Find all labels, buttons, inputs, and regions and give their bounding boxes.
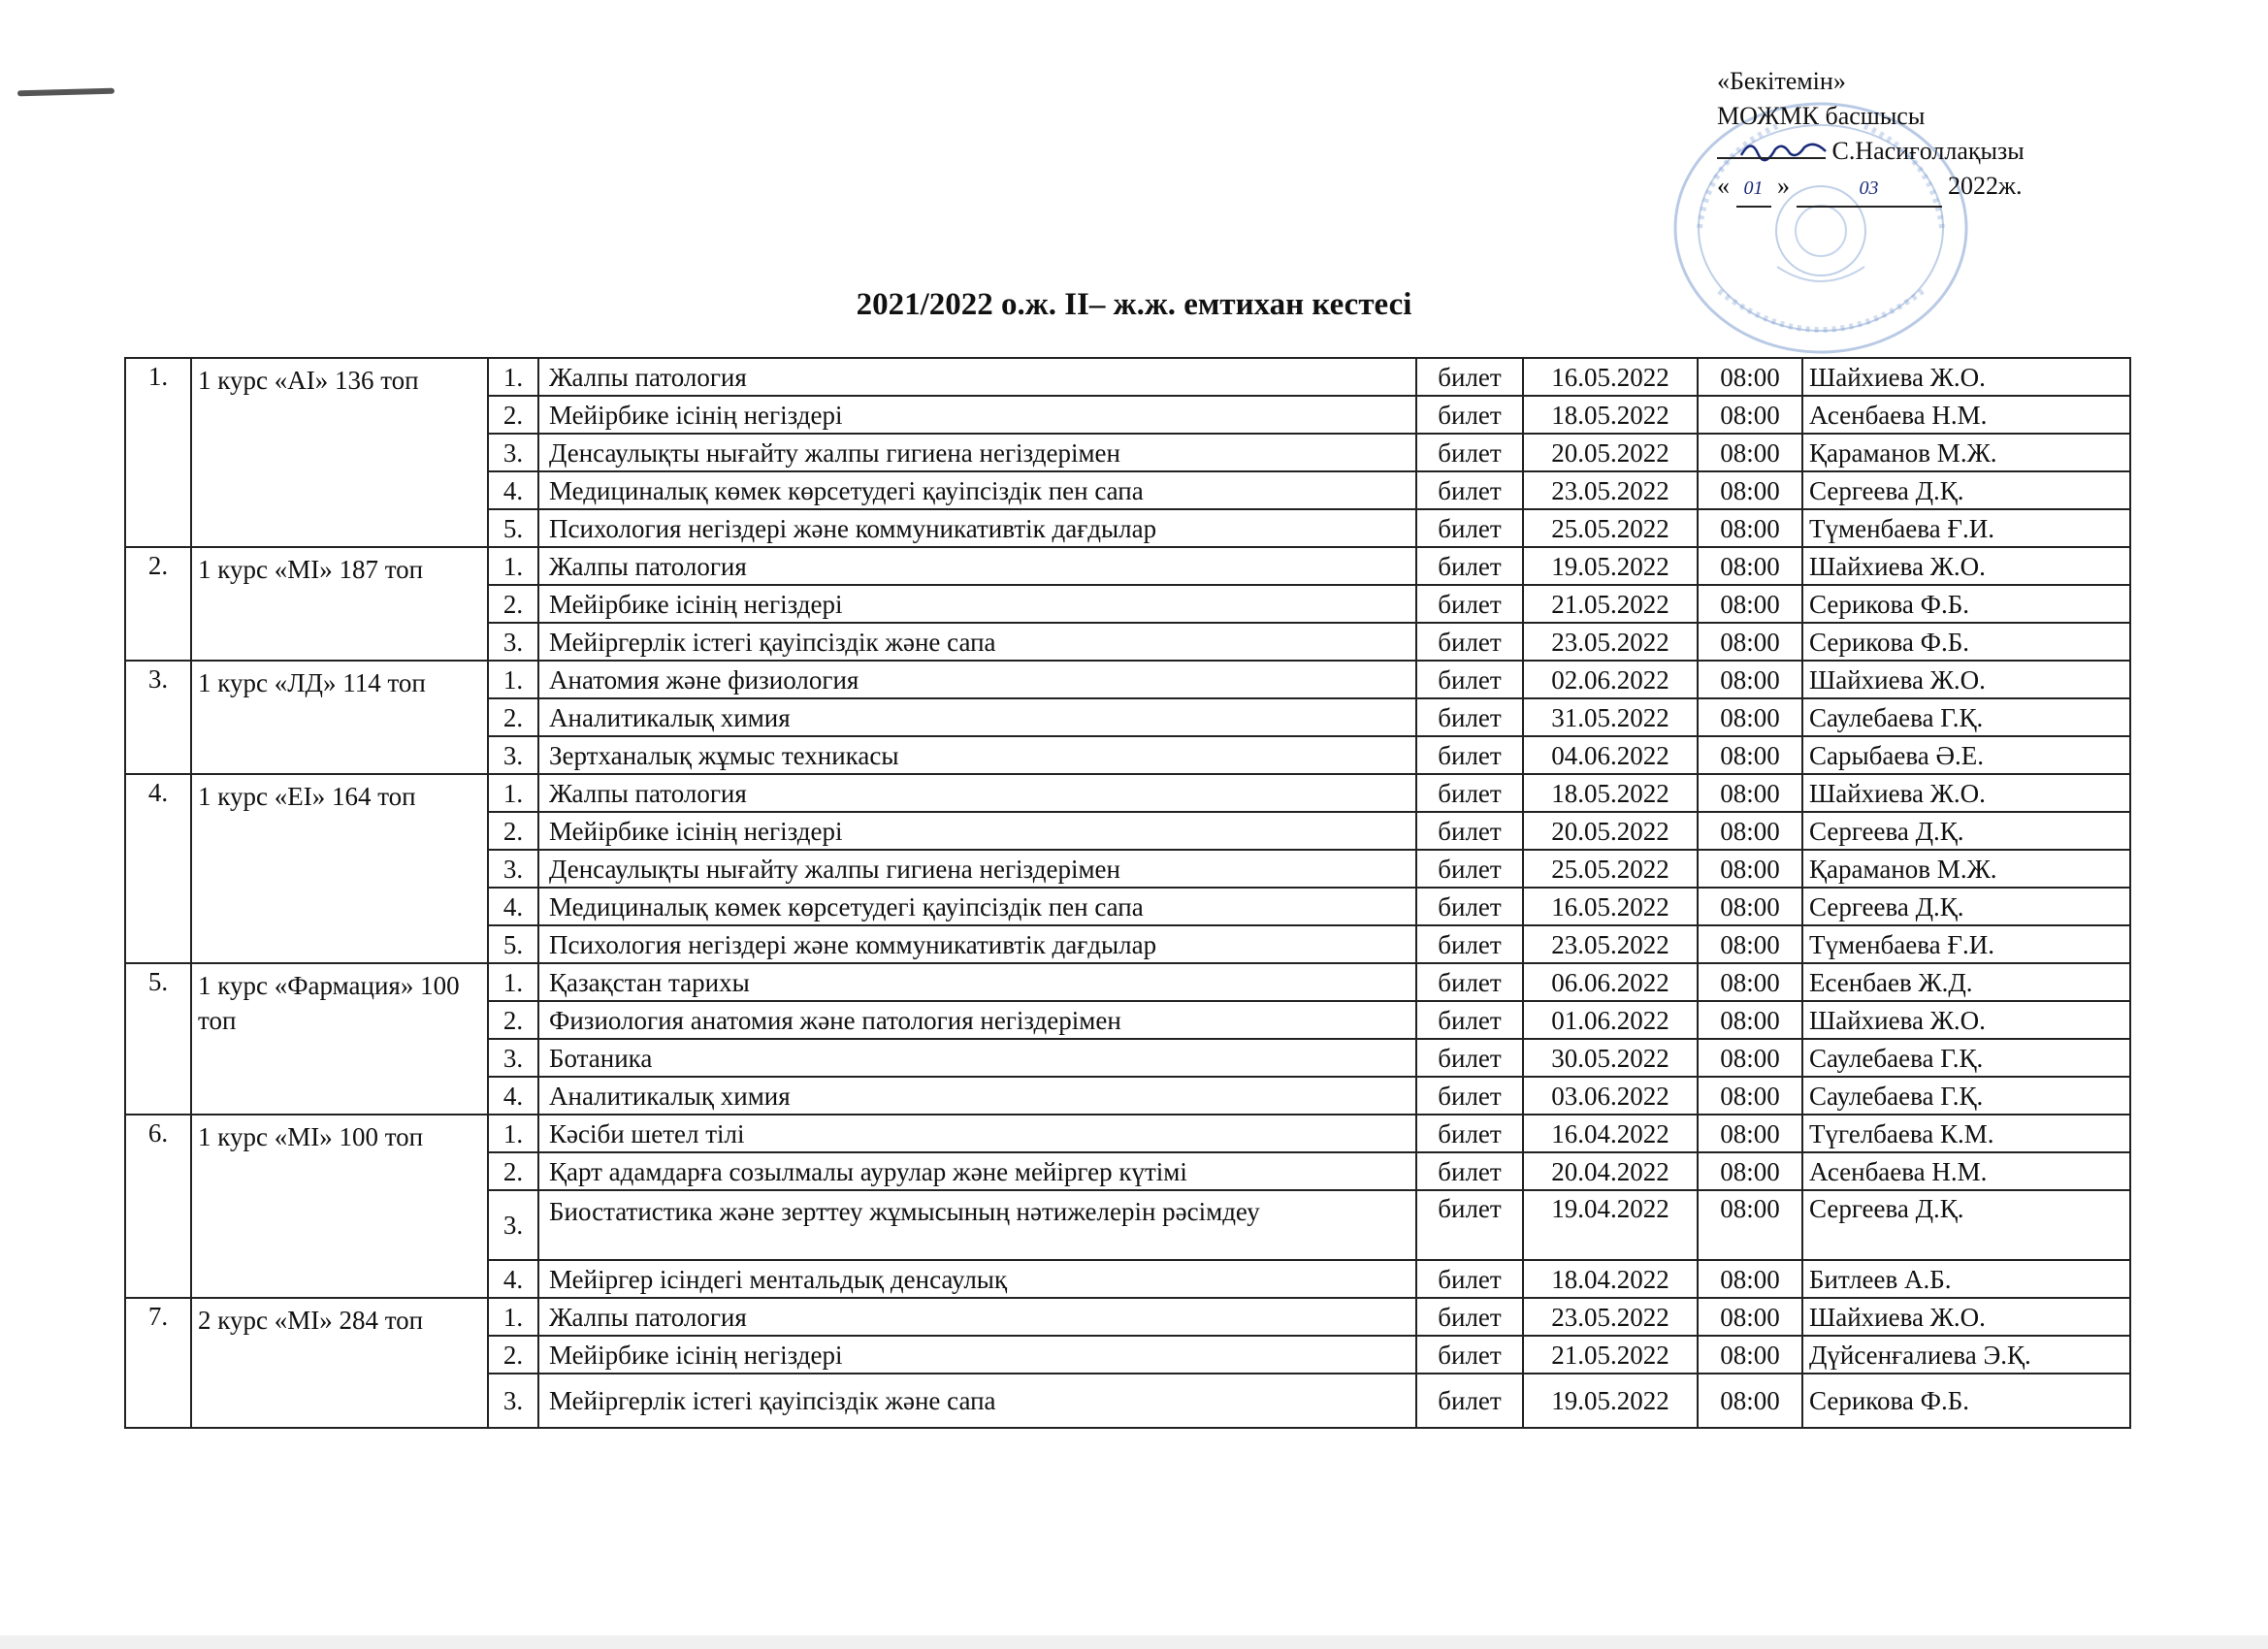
exam-subject: Медициналық көмек көрсетудегі қауіпсіздік пен сапа xyxy=(538,888,1416,925)
exam-subject: Жалпы патология xyxy=(538,774,1416,812)
exam-index: 2. xyxy=(488,1152,538,1190)
exam-form: билет xyxy=(1416,888,1523,925)
group-name: 1 курс «АІ» 136 топ xyxy=(191,358,488,547)
exam-form: билет xyxy=(1416,1001,1523,1039)
exam-subject: Ботаника xyxy=(538,1039,1416,1077)
approval-block xyxy=(1717,64,2124,208)
exam-date: 19.05.2022 xyxy=(1523,547,1698,585)
director-signature-line xyxy=(1717,134,2124,169)
exam-form: билет xyxy=(1416,358,1523,396)
exam-index: 3. xyxy=(488,736,538,774)
exam-teacher: Түменбаева Ғ.И. xyxy=(1802,925,2130,963)
exam-time: 08:00 xyxy=(1698,1001,1802,1039)
exam-date: 16.05.2022 xyxy=(1523,358,1698,396)
exam-subject: Денсаулықты нығайту жалпы гигиена негіздерімен xyxy=(538,850,1416,888)
exam-subject: Қарт адамдарға созылмалы аурулар және мейіргер күтімі xyxy=(538,1152,1416,1190)
exam-time: 08:00 xyxy=(1698,963,1802,1001)
exam-date: 23.05.2022 xyxy=(1523,1298,1698,1336)
exam-teacher: Шайхиева Ж.О. xyxy=(1802,547,2130,585)
exam-form: билет xyxy=(1416,585,1523,623)
exam-form: билет xyxy=(1416,850,1523,888)
exam-time: 08:00 xyxy=(1698,1190,1802,1260)
date-close-quote: » xyxy=(1777,172,1790,200)
exam-date: 16.05.2022 xyxy=(1523,888,1698,925)
group-name: 2 курс «МІ» 284 топ xyxy=(191,1298,488,1428)
scan-bottom-edge xyxy=(0,1635,2268,1649)
exam-teacher: Сергеева Д.Қ. xyxy=(1802,812,2130,850)
exam-date: 25.05.2022 xyxy=(1523,509,1698,547)
exam-subject: Денсаулықты нығайту жалпы гигиена негіздерімен xyxy=(538,434,1416,471)
exam-time: 08:00 xyxy=(1698,434,1802,471)
exam-time: 08:00 xyxy=(1698,925,1802,963)
exam-date: 02.06.2022 xyxy=(1523,661,1698,698)
exam-index: 3. xyxy=(488,623,538,661)
exam-teacher: Қараманов М.Ж. xyxy=(1802,850,2130,888)
exam-teacher: Сарыбаева Ә.Е. xyxy=(1802,736,2130,774)
exam-date: 21.05.2022 xyxy=(1523,585,1698,623)
exam-form: билет xyxy=(1416,925,1523,963)
exam-index: 1. xyxy=(488,963,538,1001)
exam-teacher: Серикова Ф.Б. xyxy=(1802,623,2130,661)
exam-teacher: Шайхиева Ж.О. xyxy=(1802,774,2130,812)
exam-teacher: Есенбаев Ж.Д. xyxy=(1802,963,2130,1001)
exam-index: 2. xyxy=(488,698,538,736)
exam-index: 3. xyxy=(488,850,538,888)
exam-form: билет xyxy=(1416,698,1523,736)
exam-teacher: Түменбаева Ғ.И. xyxy=(1802,509,2130,547)
exam-subject: Аналитикалық химия xyxy=(538,698,1416,736)
table-row xyxy=(125,1115,2130,1152)
table-row xyxy=(125,661,2130,698)
exam-schedule-table xyxy=(124,357,2131,1429)
exam-index: 1. xyxy=(488,547,538,585)
exam-index: 5. xyxy=(488,925,538,963)
exam-form: билет xyxy=(1416,396,1523,434)
exam-form: билет xyxy=(1416,1039,1523,1077)
exam-subject: Психология негіздері және коммуникативтік дағдылар xyxy=(538,509,1416,547)
exam-subject: Кәсіби шетел тілі xyxy=(538,1115,1416,1152)
approval-date xyxy=(1717,169,2124,208)
exam-date: 04.06.2022 xyxy=(1523,736,1698,774)
exam-teacher: Шайхиева Ж.О. xyxy=(1802,1001,2130,1039)
exam-date: 23.05.2022 xyxy=(1523,623,1698,661)
exam-time: 08:00 xyxy=(1698,1298,1802,1336)
director-name: С.Насиғоллақызы xyxy=(1831,137,2025,165)
exam-date: 18.05.2022 xyxy=(1523,396,1698,434)
exam-date: 03.06.2022 xyxy=(1523,1077,1698,1115)
exam-index: 2. xyxy=(488,585,538,623)
exam-form: билет xyxy=(1416,1336,1523,1374)
exam-time: 08:00 xyxy=(1698,774,1802,812)
exam-teacher: Асенбаева Н.М. xyxy=(1802,1152,2130,1190)
exam-teacher: Саулебаева Г.Қ. xyxy=(1802,1077,2130,1115)
exam-teacher: Серикова Ф.Б. xyxy=(1802,1374,2130,1428)
exam-time: 08:00 xyxy=(1698,661,1802,698)
table-row xyxy=(125,963,2130,1001)
exam-time: 08:00 xyxy=(1698,812,1802,850)
group-number: 1. xyxy=(125,358,191,547)
exam-date: 30.05.2022 xyxy=(1523,1039,1698,1077)
exam-form: билет xyxy=(1416,623,1523,661)
exam-time: 08:00 xyxy=(1698,509,1802,547)
exam-teacher: Саулебаева Г.Қ. xyxy=(1802,1039,2130,1077)
exam-time: 08:00 xyxy=(1698,736,1802,774)
group-number: 4. xyxy=(125,774,191,963)
exam-index: 3. xyxy=(488,1374,538,1428)
exam-form: билет xyxy=(1416,1115,1523,1152)
exam-date: 31.05.2022 xyxy=(1523,698,1698,736)
exam-form: билет xyxy=(1416,471,1523,509)
exam-index: 3. xyxy=(488,1190,538,1260)
exam-time: 08:00 xyxy=(1698,1374,1802,1428)
exam-subject: Мейірбике ісінің негіздері xyxy=(538,585,1416,623)
exam-time: 08:00 xyxy=(1698,1115,1802,1152)
exam-teacher: Серикова Ф.Б. xyxy=(1802,585,2130,623)
date-month: 03 xyxy=(1797,171,1942,208)
exam-time: 08:00 xyxy=(1698,888,1802,925)
exam-time: 08:00 xyxy=(1698,585,1802,623)
scan-mark xyxy=(17,88,114,97)
exam-index: 1. xyxy=(488,1298,538,1336)
exam-index: 2. xyxy=(488,1001,538,1039)
exam-date: 16.04.2022 xyxy=(1523,1115,1698,1152)
exam-subject: Анатомия және физиология xyxy=(538,661,1416,698)
exam-teacher: Битлеев А.Б. xyxy=(1802,1260,2130,1298)
exam-index: 1. xyxy=(488,1115,538,1152)
document-title: 2021/2022 о.ж. ІІ– ж.ж. емтихан кестесі xyxy=(856,287,1412,322)
exam-index: 1. xyxy=(488,661,538,698)
exam-form: билет xyxy=(1416,736,1523,774)
exam-teacher: Сергеева Д.Қ. xyxy=(1802,888,2130,925)
group-name: 1 курс «МІ» 100 топ xyxy=(191,1115,488,1298)
group-name: 1 курс «Фармация» 100 топ xyxy=(191,963,488,1115)
exam-teacher: Асенбаева Н.М. xyxy=(1802,396,2130,434)
exam-date: 19.04.2022 xyxy=(1523,1190,1698,1260)
exam-date: 18.05.2022 xyxy=(1523,774,1698,812)
exam-time: 08:00 xyxy=(1698,1336,1802,1374)
exam-time: 08:00 xyxy=(1698,698,1802,736)
group-name: 1 курс «ЛД» 114 топ xyxy=(191,661,488,774)
exam-teacher: Дүйсенғалиева Э.Қ. xyxy=(1802,1336,2130,1374)
exam-form: билет xyxy=(1416,963,1523,1001)
date-open-quote: « xyxy=(1717,172,1730,200)
exam-date: 20.04.2022 xyxy=(1523,1152,1698,1190)
exam-subject: Физиология анатомия және патология негіздерімен xyxy=(538,1001,1416,1039)
exam-date: 21.05.2022 xyxy=(1523,1336,1698,1374)
group-number: 7. xyxy=(125,1298,191,1428)
exam-time: 08:00 xyxy=(1698,1077,1802,1115)
table-row xyxy=(125,1298,2130,1336)
exam-time: 08:00 xyxy=(1698,1039,1802,1077)
exam-index: 4. xyxy=(488,471,538,509)
exam-index: 3. xyxy=(488,1039,538,1077)
exam-form: билет xyxy=(1416,434,1523,471)
exam-form: билет xyxy=(1416,1374,1523,1428)
exam-subject: Психология негіздері және коммуникативтік дағдылар xyxy=(538,925,1416,963)
exam-subject: Жалпы патология xyxy=(538,358,1416,396)
exam-teacher: Сергеева Д.Қ. xyxy=(1802,471,2130,509)
exam-teacher: Шайхиева Ж.О. xyxy=(1802,1298,2130,1336)
exam-form: билет xyxy=(1416,661,1523,698)
date-year: 2022ж. xyxy=(1948,172,2023,200)
director-position: МОЖМК басшысы xyxy=(1717,102,1926,130)
table-row xyxy=(125,774,2130,812)
exam-index: 3. xyxy=(488,434,538,471)
exam-index: 4. xyxy=(488,1077,538,1115)
exam-time: 08:00 xyxy=(1698,850,1802,888)
exam-index: 1. xyxy=(488,774,538,812)
exam-subject: Мейірбике ісінің негіздері xyxy=(538,396,1416,434)
exam-time: 08:00 xyxy=(1698,471,1802,509)
exam-time: 08:00 xyxy=(1698,1260,1802,1298)
exam-subject: Мейіргерлік істегі қауіпсіздік және сапа xyxy=(538,623,1416,661)
exam-index: 5. xyxy=(488,509,538,547)
exam-teacher: Сергеева Д.Қ. xyxy=(1802,1190,2130,1260)
exam-subject: Жалпы патология xyxy=(538,547,1416,585)
exam-time: 08:00 xyxy=(1698,396,1802,434)
group-name: 1 курс «ЕІ» 164 топ xyxy=(191,774,488,963)
exam-subject: Биостатистика және зерттеу жұмысының нәтижелерін рәсімдеу xyxy=(538,1190,1416,1260)
exam-form: билет xyxy=(1416,812,1523,850)
table-row xyxy=(125,358,2130,396)
approve-label: «Бекітемін» xyxy=(1717,67,1846,95)
exam-index: 2. xyxy=(488,812,538,850)
exam-teacher: Шайхиева Ж.О. xyxy=(1802,358,2130,396)
exam-time: 08:00 xyxy=(1698,623,1802,661)
group-name: 1 курс «МІ» 187 топ xyxy=(191,547,488,661)
exam-subject: Зертханалық жұмыс техникасы xyxy=(538,736,1416,774)
exam-subject: Мейіргер ісіндегі ментальдық денсаулық xyxy=(538,1260,1416,1298)
exam-form: билет xyxy=(1416,509,1523,547)
group-number: 5. xyxy=(125,963,191,1115)
group-number: 3. xyxy=(125,661,191,774)
exam-time: 08:00 xyxy=(1698,547,1802,585)
exam-subject: Аналитикалық химия xyxy=(538,1077,1416,1115)
exam-date: 06.06.2022 xyxy=(1523,963,1698,1001)
exam-time: 08:00 xyxy=(1698,1152,1802,1190)
exam-subject: Медициналық көмек көрсетудегі қауіпсіздік пен сапа xyxy=(538,471,1416,509)
exam-subject: Мейірбике ісінің негіздері xyxy=(538,1336,1416,1374)
date-day: 01 xyxy=(1736,171,1771,208)
exam-date: 23.05.2022 xyxy=(1523,471,1698,509)
exam-time: 08:00 xyxy=(1698,358,1802,396)
group-number: 6. xyxy=(125,1115,191,1298)
exam-date: 01.06.2022 xyxy=(1523,1001,1698,1039)
exam-form: билет xyxy=(1416,1190,1523,1260)
exam-date: 23.05.2022 xyxy=(1523,925,1698,963)
exam-teacher: Шайхиева Ж.О. xyxy=(1802,661,2130,698)
exam-subject: Жалпы патология xyxy=(538,1298,1416,1336)
exam-index: 2. xyxy=(488,396,538,434)
table-row xyxy=(125,547,2130,585)
exam-date: 20.05.2022 xyxy=(1523,812,1698,850)
exam-form: билет xyxy=(1416,1298,1523,1336)
exam-teacher: Түгелбаева К.М. xyxy=(1802,1115,2130,1152)
exam-subject: Қазақстан тарихы xyxy=(538,963,1416,1001)
exam-form: билет xyxy=(1416,1077,1523,1115)
exam-index: 4. xyxy=(488,888,538,925)
exam-date: 20.05.2022 xyxy=(1523,434,1698,471)
group-number: 2. xyxy=(125,547,191,661)
exam-teacher: Қараманов М.Ж. xyxy=(1802,434,2130,471)
exam-form: билет xyxy=(1416,774,1523,812)
exam-form: билет xyxy=(1416,1152,1523,1190)
exam-subject: Мейіргерлік істегі қауіпсіздік және сапа xyxy=(538,1374,1416,1428)
exam-index: 2. xyxy=(488,1336,538,1374)
exam-date: 25.05.2022 xyxy=(1523,850,1698,888)
exam-subject: Мейірбике ісінің негіздері xyxy=(538,812,1416,850)
exam-date: 18.04.2022 xyxy=(1523,1260,1698,1298)
exam-date: 19.05.2022 xyxy=(1523,1374,1698,1428)
exam-index: 4. xyxy=(488,1260,538,1298)
exam-form: билет xyxy=(1416,547,1523,585)
exam-teacher: Саулебаева Г.Қ. xyxy=(1802,698,2130,736)
exam-index: 1. xyxy=(488,358,538,396)
exam-form: билет xyxy=(1416,1260,1523,1298)
